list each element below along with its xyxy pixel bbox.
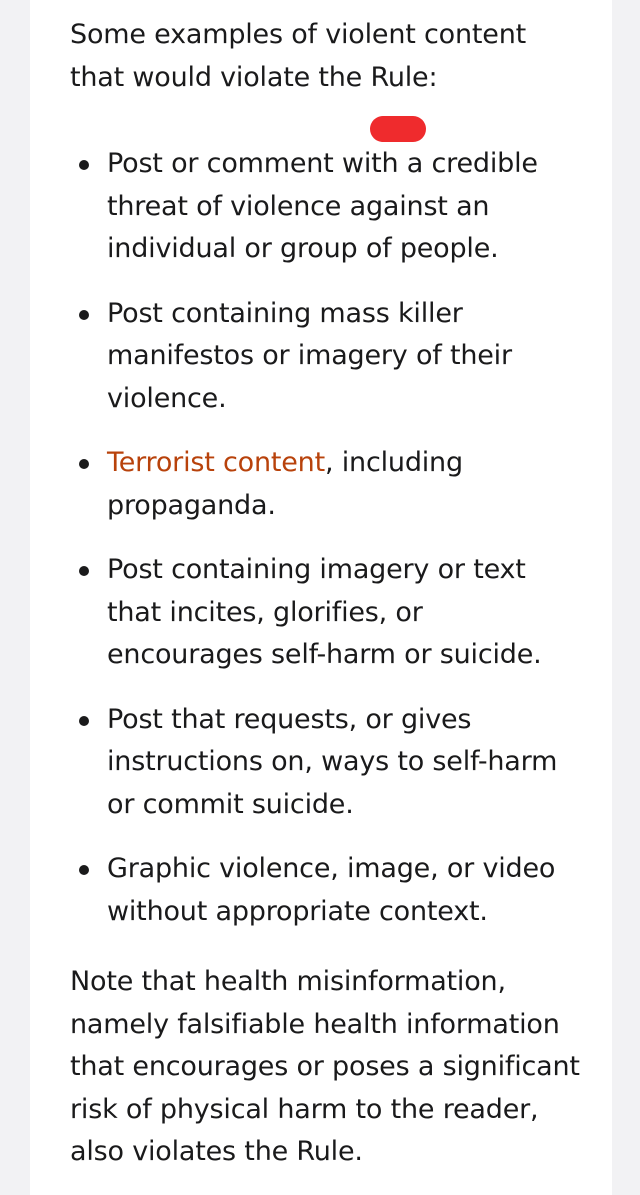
bullet-icon [79,865,89,875]
bullet-icon [79,310,89,320]
list-item [107,848,580,933]
list-item-text: Post or comment with a credible threat of violence against an individual or group of people. [107,148,538,264]
list-item-text: Graphic violence, image, or video without appropriate context. [107,853,556,927]
bullet-icon [79,566,89,576]
list-item [107,699,580,827]
list-item-text: Post that requests, or gives instructions on, ways to self-harm or commit suicide. [107,703,558,820]
bullet-icon [79,716,89,726]
list-item [107,549,580,677]
list-item [107,143,580,271]
list-item [107,293,580,421]
list-item-text: Post containing mass killer manifestos or imagery of their violence. [107,297,512,414]
list-item [107,442,580,527]
list-item-text: , including propaganda. [107,447,463,521]
bullet-icon [79,459,89,469]
violent-content-examples-list [70,143,580,933]
note-paragraph: Note that health misinformation, namely falsifiable health information that encourages or poses a significant risk of physical harm to the reader, also violates the Rule. [70,966,580,1167]
intro-paragraph: Some examples of violent content that would violate the Rule: [70,19,526,93]
bullet-icon [79,160,89,170]
terrorist-content-link[interactable]: Terrorist content [107,447,325,478]
list-item-text: Post containing imagery or text that incites, glorifies, or encourages self-harm or suicide. [107,554,542,670]
rule-content [70,14,580,1174]
